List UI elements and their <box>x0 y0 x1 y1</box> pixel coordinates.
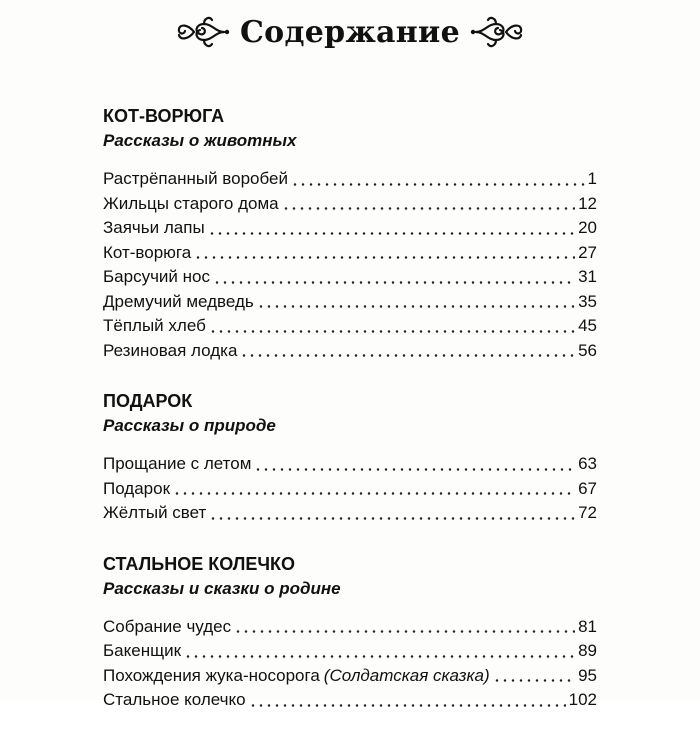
dot-leader <box>209 330 575 333</box>
entry-title: Дремучий медведь <box>103 291 254 311</box>
section-title: ПОДАРОК <box>103 391 193 411</box>
dot-leader <box>493 679 575 682</box>
dot-leader <box>234 630 575 633</box>
entry-title: Жильцы старого дома <box>103 193 279 213</box>
entry-title: Прощание с летом <box>103 454 252 473</box>
entry-title: Барсучий нос <box>103 267 210 286</box>
toc-entry[interactable] <box>103 314 597 339</box>
toc-entry[interactable] <box>103 290 597 315</box>
dot-leader <box>184 655 575 658</box>
entry-page-number: 1 <box>587 169 597 188</box>
entry-title: Подарок <box>103 478 171 498</box>
section-subtitle: Рассказы и сказки о родине <box>103 578 341 598</box>
toc-entry[interactable] <box>103 615 597 640</box>
entry-page-number: 56 <box>578 340 597 360</box>
entry-note: (Солдатская сказка) <box>323 665 490 685</box>
section-title: СТАЛЬНОЕ КОЛЕЧКО <box>103 553 296 574</box>
toc-header <box>0 6 700 58</box>
dot-leader <box>213 281 575 284</box>
dot-leader <box>240 354 575 357</box>
toc-entry[interactable] <box>103 688 597 713</box>
entry-page-number: 20 <box>578 218 597 237</box>
toc-entry[interactable] <box>103 167 597 192</box>
dot-leader <box>173 492 575 495</box>
toc-entry[interactable] <box>103 216 597 241</box>
section-subtitle: Рассказы о природе <box>103 416 276 435</box>
dot-leader <box>291 183 585 186</box>
entry-title: Кот-ворюга <box>103 242 192 262</box>
entry-title: Жёлтый свет <box>103 503 207 522</box>
entry-title: Бакенщик <box>103 641 182 660</box>
entry-page-number: 35 <box>578 291 597 311</box>
toc-entry[interactable] <box>103 339 597 364</box>
toc-content <box>103 103 597 738</box>
entry-title: Похождения жука-носорога <box>103 665 320 685</box>
entry-page-number: 102 <box>568 690 597 709</box>
left-ornament-icon <box>174 12 230 52</box>
entry-list <box>103 615 597 713</box>
entry-list <box>103 167 597 363</box>
dot-leader <box>194 256 575 259</box>
entry-page-number: 89 <box>578 641 597 660</box>
dot-leader <box>257 305 575 308</box>
entry-page-number: 63 <box>578 454 597 473</box>
right-ornament-icon <box>470 12 526 52</box>
entry-page-number: 27 <box>578 242 597 262</box>
entry-title: Собрание чудес <box>103 616 232 636</box>
toc-entry[interactable] <box>103 452 597 477</box>
section-title: КОТ-ВОРЮГА <box>103 106 225 126</box>
toc-entry[interactable] <box>103 192 597 217</box>
toc-entry[interactable] <box>103 639 597 664</box>
toc-section <box>103 103 597 363</box>
entry-page-number: 81 <box>578 616 597 636</box>
dot-leader <box>249 704 566 707</box>
entry-page-number: 67 <box>578 478 597 498</box>
entry-title: Заячьи лапы <box>103 218 205 237</box>
toc-entry[interactable] <box>103 664 597 689</box>
toc-section <box>103 388 597 526</box>
entry-title: Стальное колечко <box>103 690 246 709</box>
dot-leader <box>209 517 575 520</box>
entry-page-number: 72 <box>578 503 597 522</box>
dot-leader <box>208 232 575 235</box>
entry-page-number: 45 <box>578 316 597 335</box>
entry-list <box>103 452 597 526</box>
entry-page-number: 95 <box>578 665 597 685</box>
entry-title: Тёплый хлеб <box>103 316 206 335</box>
entry-page-number: 12 <box>578 193 597 213</box>
entry-title: Резиновая лодка <box>103 340 238 360</box>
page-title: Содержание <box>240 14 460 50</box>
entry-page-number: 31 <box>578 267 597 286</box>
entry-title: Растрёпанный воробей <box>103 169 288 188</box>
toc-entry[interactable] <box>103 265 597 290</box>
toc-section <box>103 551 597 713</box>
dot-leader <box>254 468 575 471</box>
toc-entry[interactable] <box>103 477 597 502</box>
section-subtitle: Рассказы о животных <box>103 131 297 150</box>
toc-entry[interactable] <box>103 501 597 526</box>
dot-leader <box>282 207 575 210</box>
toc-entry[interactable] <box>103 241 597 266</box>
